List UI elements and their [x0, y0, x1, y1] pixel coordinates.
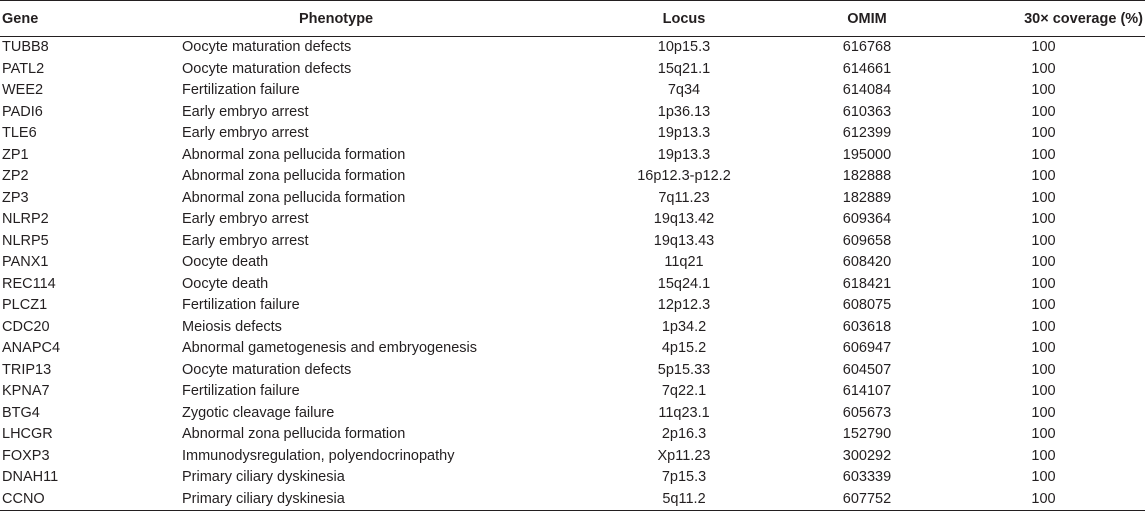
gene-cell: PLCZ1 — [2, 297, 48, 313]
coverage-cell: 100 — [1031, 426, 1056, 442]
coverage-cell: 100 — [1031, 125, 1056, 141]
gene-cell: LHCGR — [2, 426, 53, 442]
gene-cell: PANX1 — [2, 254, 49, 270]
phenotype-cell: Fertilization failure — [182, 297, 300, 313]
phenotype-cell: Oocyte maturation defects — [182, 39, 352, 55]
header-locus: Locus — [662, 10, 706, 27]
gene-cell: ZP1 — [2, 146, 29, 163]
locus-cell: 11q21 — [664, 254, 704, 270]
coverage-cell: 100 — [1031, 275, 1056, 292]
table-row — [0, 252, 1145, 274]
gene-cell: ZP2 — [2, 168, 29, 184]
phenotype-cell: Abnormal zona pellucida formation — [182, 189, 406, 206]
table-row — [0, 424, 1145, 446]
phenotype-cell: Primary ciliary dyskinesia — [182, 469, 345, 485]
coverage-cell: 100 — [1031, 189, 1056, 206]
phenotype-cell: Oocyte maturation defects — [182, 361, 352, 378]
coverage-cell: 100 — [1031, 318, 1056, 335]
phenotype-cell: Early embryo arrest — [182, 232, 309, 249]
gene-cell: PATL2 — [2, 60, 45, 77]
locus-cell: 5p15.33 — [657, 361, 711, 378]
header-row — [0, 1, 1145, 37]
table-row — [0, 80, 1145, 102]
coverage-cell: 100 — [1031, 447, 1056, 464]
omim-cell: 608420 — [842, 254, 892, 270]
table-row — [0, 381, 1145, 403]
phenotype-cell: Abnormal gametogenesis and embryogenesis — [182, 340, 478, 356]
locus-cell: 7q11.23 — [658, 189, 710, 206]
header-omim: OMIM — [847, 10, 887, 27]
omim-cell: 608075 — [842, 297, 892, 313]
table-row — [0, 338, 1145, 360]
gene-cell: KPNA7 — [2, 383, 50, 399]
phenotype-cell: Early embryo arrest — [182, 211, 309, 227]
coverage-cell: 100 — [1031, 383, 1056, 399]
table-row — [0, 231, 1145, 253]
table-row — [0, 274, 1145, 296]
omim-cell: 612399 — [842, 125, 892, 141]
coverage-cell: 100 — [1031, 232, 1056, 249]
coverage-cell: 100 — [1031, 490, 1056, 507]
coverage-cell: 100 — [1031, 82, 1056, 98]
coverage-cell: 100 — [1031, 361, 1056, 378]
table-row — [0, 209, 1145, 231]
locus-cell: 11q23.1 — [658, 404, 710, 421]
omim-cell: 603618 — [842, 318, 892, 335]
phenotype-cell: Abnormal zona pellucida formation — [182, 146, 406, 163]
table-row — [0, 102, 1145, 124]
locus-cell: 19q13.42 — [653, 211, 715, 227]
gene-cell: CDC20 — [2, 318, 50, 335]
locus-cell: 19p13.3 — [657, 146, 711, 163]
gene-cell: NLRP2 — [2, 211, 49, 227]
locus-cell: 1p36.13 — [657, 103, 711, 120]
phenotype-cell: Early embryo arrest — [182, 103, 309, 120]
table-row — [0, 489, 1145, 511]
gene-cell: TUBB8 — [2, 39, 49, 55]
gene-cell: DNAH11 — [2, 469, 59, 485]
table-row — [0, 317, 1145, 339]
coverage-cell: 100 — [1031, 469, 1056, 485]
locus-cell: 12p12.3 — [657, 297, 711, 313]
locus-cell: 7p15.3 — [661, 469, 707, 485]
omim-cell: 614084 — [842, 82, 892, 98]
omim-cell: 603339 — [842, 469, 892, 485]
phenotype-cell: Oocyte death — [182, 275, 269, 292]
table-row — [0, 59, 1145, 81]
omim-cell: 616768 — [842, 39, 892, 55]
omim-cell: 609658 — [842, 232, 892, 249]
locus-cell: 7q22.1 — [661, 383, 707, 399]
phenotype-cell: Fertilization failure — [182, 82, 300, 98]
table-row — [0, 446, 1145, 468]
locus-cell: 10p15.3 — [657, 39, 711, 55]
gene-cell: BTG4 — [2, 404, 40, 421]
gene-cell: PADI6 — [2, 103, 43, 120]
coverage-cell: 100 — [1031, 168, 1056, 184]
omim-cell: 605673 — [842, 404, 892, 421]
omim-cell: 618421 — [842, 275, 892, 292]
table-row — [0, 37, 1145, 59]
table-body — [0, 37, 1145, 511]
gene-cell: FOXP3 — [2, 447, 50, 464]
table-row — [0, 188, 1145, 210]
locus-cell: 4p15.2 — [661, 340, 707, 356]
locus-cell: 1p34.2 — [661, 318, 707, 335]
omim-cell: 182888 — [842, 168, 892, 184]
omim-cell: 300292 — [842, 447, 892, 464]
gene-cell: NLRP5 — [2, 232, 49, 249]
gene-cell: REC114 — [2, 275, 56, 292]
phenotype-cell: Oocyte death — [182, 254, 269, 270]
table-row — [0, 166, 1145, 188]
header-phenotype: Phenotype — [299, 10, 374, 27]
omim-cell: 606947 — [842, 340, 892, 356]
phenotype-cell: Immunodysregulation, polyendocrinopathy — [182, 447, 455, 464]
locus-cell: 15q24.1 — [657, 275, 711, 292]
coverage-cell: 100 — [1031, 146, 1056, 163]
omim-cell: 195000 — [842, 146, 892, 163]
omim-cell: 610363 — [842, 103, 892, 120]
table-header — [0, 1, 1145, 37]
coverage-cell: 100 — [1031, 340, 1056, 356]
phenotype-cell: Primary ciliary dyskinesia — [182, 490, 345, 507]
omim-cell: 182889 — [842, 189, 892, 206]
phenotype-cell: Meiosis defects — [182, 318, 282, 335]
coverage-cell: 100 — [1031, 404, 1056, 421]
gene-cell: WEE2 — [2, 82, 44, 98]
omim-cell: 607752 — [842, 490, 892, 507]
header-gene: Gene — [2, 10, 39, 27]
coverage-cell: 100 — [1031, 103, 1056, 120]
phenotype-cell: Zygotic cleavage failure — [182, 404, 335, 421]
table-row — [0, 123, 1145, 145]
locus-cell: 15q21.1 — [657, 60, 711, 77]
omim-cell: 614107 — [842, 383, 892, 399]
locus-cell: 19p13.3 — [657, 125, 711, 141]
coverage-cell: 100 — [1031, 254, 1056, 270]
locus-cell: Xp11.23 — [657, 447, 711, 464]
table-row — [0, 403, 1145, 425]
coverage-cell: 100 — [1031, 211, 1056, 227]
locus-cell: 7q34 — [667, 82, 701, 98]
locus-cell: 2p16.3 — [661, 426, 707, 442]
phenotype-cell: Early embryo arrest — [182, 125, 309, 141]
gene-cell: TLE6 — [2, 125, 37, 141]
phenotype-cell: Abnormal zona pellucida formation — [182, 426, 406, 442]
gene-cell: ZP3 — [2, 189, 29, 206]
gene-cell: TRIP13 — [2, 361, 52, 378]
locus-cell: 5q11.2 — [662, 490, 706, 507]
coverage-cell: 100 — [1031, 39, 1056, 55]
gene-cell: CCNO — [2, 490, 45, 507]
phenotype-cell: Fertilization failure — [182, 383, 300, 399]
omim-cell: 609364 — [842, 211, 892, 227]
header-coverage: 30× coverage (%) — [1024, 10, 1143, 27]
table-row — [0, 145, 1145, 167]
coverage-cell: 100 — [1031, 297, 1056, 313]
omim-cell: 614661 — [842, 60, 892, 77]
table-row — [0, 295, 1145, 317]
phenotype-cell: Abnormal zona pellucida formation — [182, 168, 406, 184]
phenotype-cell: Oocyte maturation defects — [182, 60, 352, 77]
coverage-cell: 100 — [1031, 60, 1056, 77]
omim-cell: 604507 — [842, 361, 892, 378]
locus-cell: 19q13.43 — [653, 232, 715, 249]
omim-cell: 152790 — [842, 426, 892, 442]
table-row — [0, 467, 1145, 489]
table-row — [0, 360, 1145, 382]
locus-cell: 16p12.3-p12.2 — [637, 168, 731, 184]
gene-cell: ANAPC4 — [2, 340, 61, 356]
